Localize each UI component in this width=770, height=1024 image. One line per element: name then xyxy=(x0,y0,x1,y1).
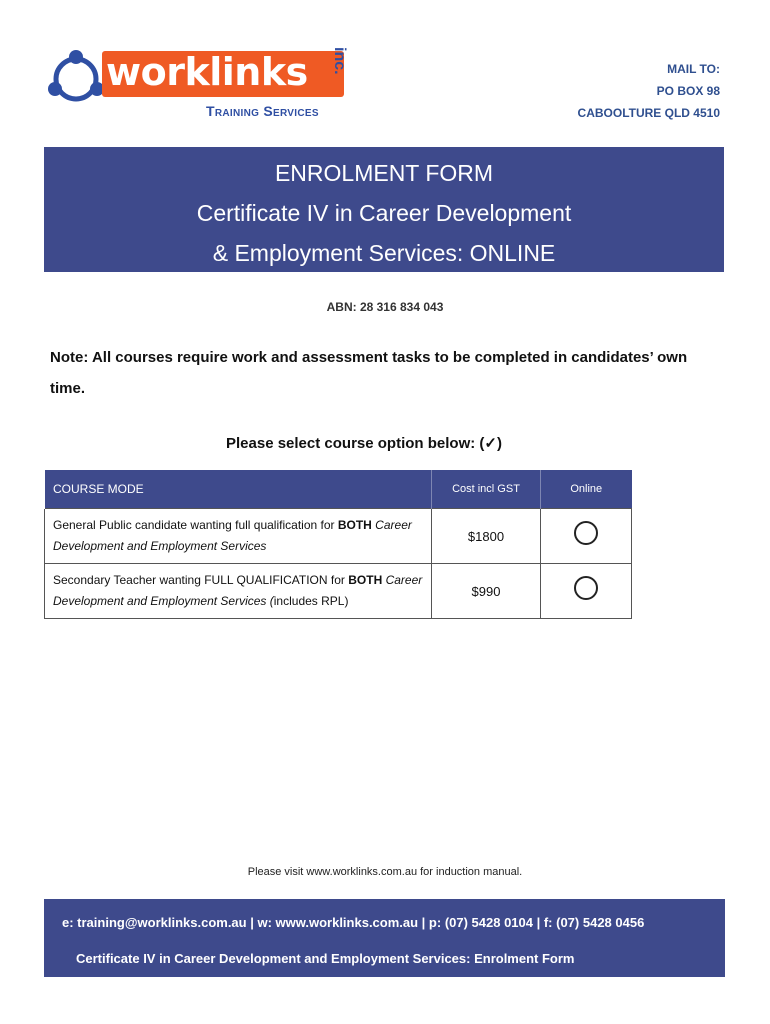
logo-subtitle: Training Services xyxy=(206,103,319,119)
title-banner xyxy=(44,147,724,272)
online-radio-button[interactable] xyxy=(574,521,598,545)
course-price: $1800 xyxy=(432,509,541,564)
online-option-cell xyxy=(541,564,632,619)
footer-title: Certificate IV in Career Development and Employment Services: Enrolment Form xyxy=(76,951,575,966)
course-desc-bold: BOTH xyxy=(337,518,372,532)
mail-line-2: PO BOX 98 xyxy=(656,84,720,98)
course-description xyxy=(45,509,432,564)
induction-manual-note: Please visit www.worklinks.com.au for induction manual. xyxy=(247,866,523,878)
worklinks-logo xyxy=(46,45,346,125)
mail-line-1: MAIL TO: xyxy=(667,62,720,76)
course-title-line-1: Certificate IV in Career Development xyxy=(196,200,572,226)
mailing-address xyxy=(578,58,720,124)
mail-line-3: CABOOLTURE QLD 4510 xyxy=(577,106,720,120)
table-header-row xyxy=(45,470,632,509)
course-desc-post: includes RPL) xyxy=(273,594,349,608)
course-description xyxy=(45,564,432,619)
header-cost: Cost incl GST xyxy=(432,470,541,509)
course-note: Note: All courses require work and assessment tasks to be completed in candidates’ own time. xyxy=(50,349,688,397)
header-online: Online xyxy=(541,470,632,509)
online-option-cell xyxy=(541,509,632,564)
online-radio-button[interactable] xyxy=(574,576,598,600)
people-circle-icon xyxy=(46,49,106,109)
table-row xyxy=(45,564,632,619)
course-desc-italic: Career Development and Employment Services xyxy=(53,518,412,553)
table-row xyxy=(45,509,632,564)
course-title-line-2: & Employment Services: ONLINE xyxy=(212,240,556,266)
header-course-mode: COURSE MODE xyxy=(45,470,432,509)
form-title: ENROLMENT FORM xyxy=(274,160,494,186)
select-prompt: Please select course option below: (✓) xyxy=(226,435,502,452)
logo-inc: inc. xyxy=(331,47,348,75)
course-price: $990 xyxy=(432,564,541,619)
course-desc-bold: BOTH xyxy=(348,573,383,587)
logo-wordmark: worklinks xyxy=(106,50,308,94)
footer-bar xyxy=(44,899,725,977)
course-desc-text: Secondary Teacher wanting FULL QUALIFICATION for xyxy=(53,573,349,587)
course-desc-text: General Public candidate wanting full qualification for xyxy=(53,518,338,532)
course-table xyxy=(44,470,632,619)
course-desc-italic: Career Development and Employment Services ( xyxy=(53,573,423,608)
abn-number: ABN: 28 316 834 043 xyxy=(326,300,444,314)
footer-contact: e: training@worklinks.com.au | w: www.worklinks.com.au | p: (07) 5428 0104 | f: (07) 5428 0456 xyxy=(62,915,645,930)
